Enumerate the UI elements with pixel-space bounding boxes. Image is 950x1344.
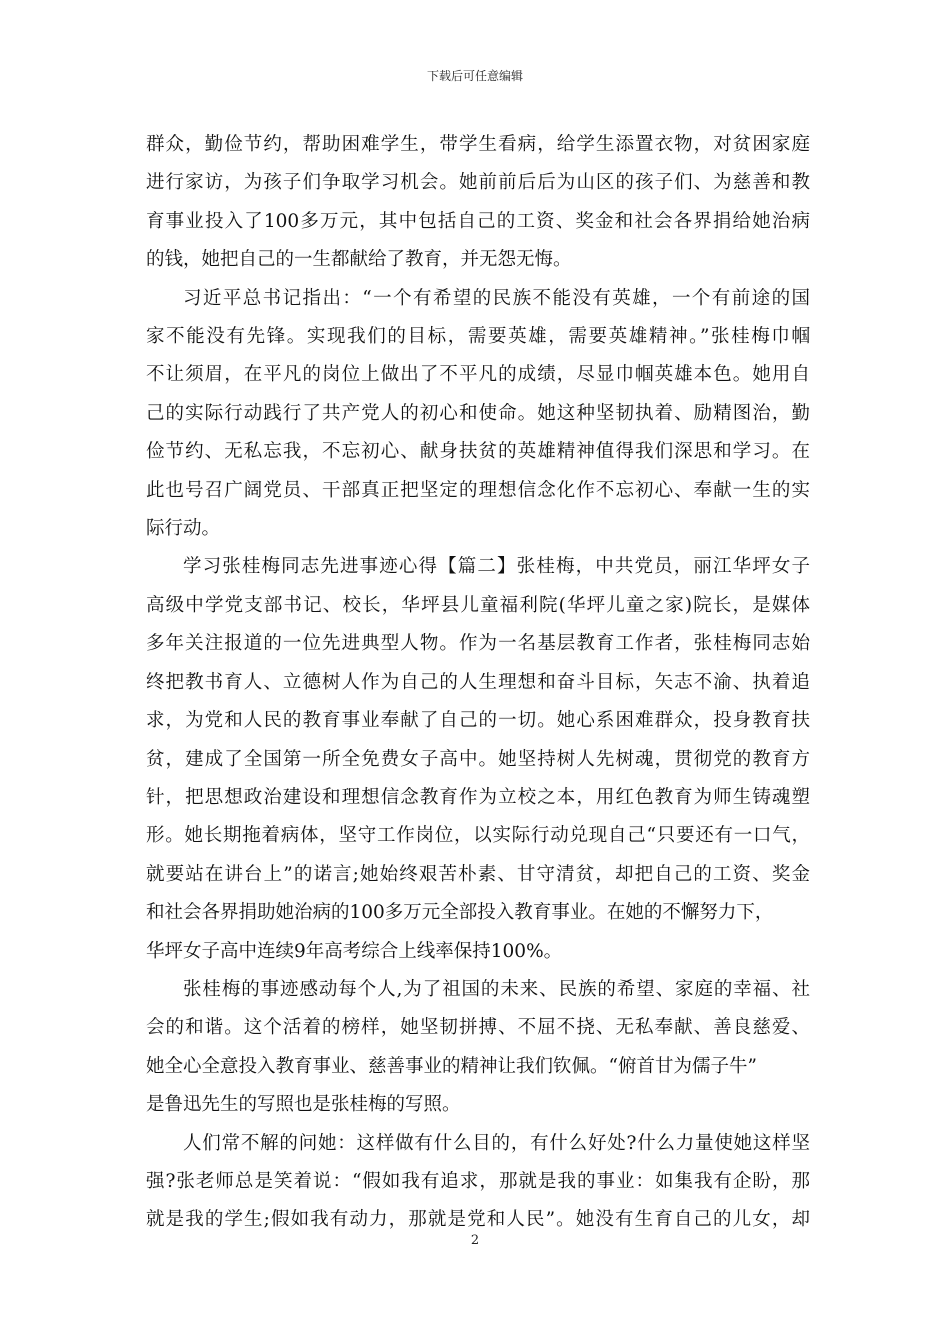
text-line: 就是我的学生;假如我有动力，那就是党和人民”。她没有生育自己的儿女，却 [146, 1209, 810, 1231]
text-line: 此也号召广阔党员、干部真正把坚定的理想信念化作不忘初心、奉献一生的实 [146, 479, 810, 501]
text-line: 求，为党和人民的教育事业奉献了自己的一切。她心系困难群众，投身教育扶 [146, 710, 810, 732]
paragraph [146, 280, 810, 549]
text-line: 贫，建成了全国第一所全免费女子高中。她坚持树人先树魂，贯彻党的教育方 [146, 748, 810, 770]
text-line: 习近平总书记指出：“一个有希望的民族不能没有英雄，一个有前途的国 [183, 287, 810, 309]
text-line: 人们常不解的问她：这样做有什么目的，有什么好处?什么力量使她这样坚 [183, 1132, 810, 1154]
text-line: 她全心全意投入教育事业、慈善事业的精神让我们钦佩。“俯首甘为儒子牛” [146, 1055, 757, 1077]
text-line: 进行家访，为孩子们争取学习机会。她前前后后为山区的孩子们、为慈善和教 [146, 172, 810, 194]
text-line: 形。她长期拖着病体，坚守工作岗位，以实际行动兑现自己“只要还有一口气， [146, 825, 810, 847]
text-line: 和社会各界捐助她治病的100多万元全部投入教育事业。在她的不懈努力下， [146, 902, 774, 924]
text-line: 强?张老师总是笑着说：“假如我有追求，那就是我的事业：如集我有企盼，那 [146, 1170, 810, 1192]
text-line: 多年关注报道的一位先进典型人物。作为一名基层教育工作者，张桂梅同志始 [146, 633, 810, 655]
page-number: 2 [470, 1233, 480, 1248]
paragraph [146, 971, 810, 1125]
text-line: 群众，勤俭节约，帮助困难学生，带学生看病，给学生添置衣物，对贫困家庭 [146, 134, 810, 155]
text-line: 家不能没有先锋。实现我们的目标，需要英雄，需要英雄精神。”张桂梅巾帼 [146, 326, 810, 348]
text-line: 高级中学党支部书记、校长，华坪县儿童福利院(华坪儿童之家)院长，是媒体 [146, 594, 810, 616]
text-line: 就要站在讲台上”的诺言;她始终艰苦朴素、甘守清贫，却把自己的工资、奖金 [146, 863, 810, 885]
text-line: 不让须眉，在平凡的岗位上做出了不平凡的成绩，尽显巾帼英雄本色。她用自 [146, 364, 810, 386]
text-line: 学习张桂梅同志先进事迹心得【篇二】张桂梅，中共党员，丽江华坪女子 [183, 556, 810, 578]
text-line: 张桂梅的事迹感动每个人,为了祖国的未来、民族的希望、家庭的幸福、社 [183, 978, 810, 1000]
text-line: 是鲁迅先生的写照也是张桂梅的写照。 [146, 1094, 461, 1116]
text-line: 会的和谐。这个活着的榜样，她坚韧拼搏、不屈不挠、无私奉献、善良慈爱、 [146, 1017, 810, 1039]
text-line: 际行动。 [146, 518, 221, 540]
paragraph [146, 1125, 810, 1240]
text-line: 己的实际行动践行了共产党人的初心和使命。她这种坚韧执着、励精图治，勤 [146, 402, 810, 424]
text-line: 俭节约、无私忘我，不忘初心、献身扶贫的英雄精神值得我们深思和学习。在 [146, 441, 810, 463]
paragraph [146, 548, 810, 970]
text-line: 育事业投入了100多万元，其中包括自己的工资、奖金和社会各界捐给她治病 [146, 210, 810, 232]
text-line: 华坪女子高中连续9年高考综合上线率保持100%。 [146, 940, 563, 962]
paragraph [146, 126, 810, 280]
document-body [146, 126, 810, 1240]
text-line: 的钱，她把自己的一生都献给了教育，并无怨无悔。 [146, 249, 572, 271]
text-line: 终把教书育人、立德树人作为自己的人生理想和奋斗目标，矢志不渝、执着追 [146, 671, 810, 693]
page-header-note: 下载后可任意编辑 [426, 69, 523, 83]
text-line: 针，把思想政治建设和理想信念教育作为立校之本，用红色教育为师生铸魂塑 [146, 786, 810, 808]
